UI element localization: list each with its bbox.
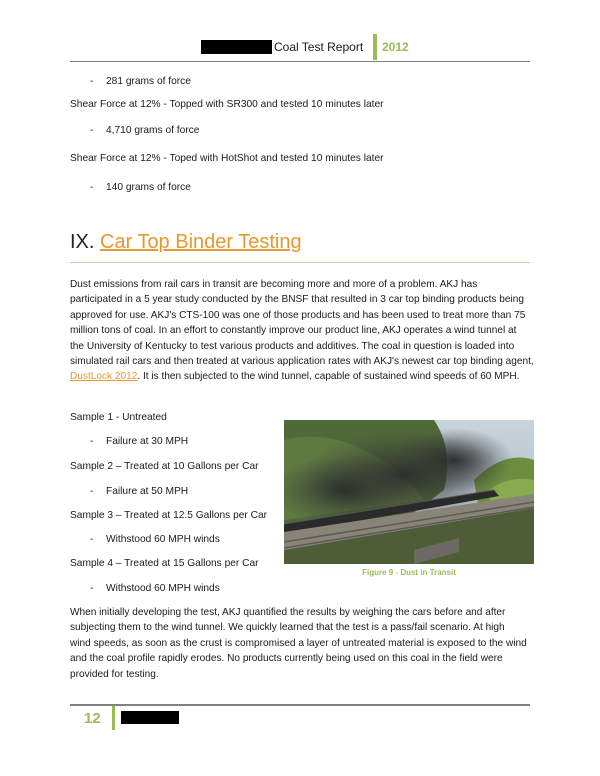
text-line: approved for use. AKJ's CTS-100 was one of those products and has been used to treat more than 75 [70,309,526,321]
text-line: Dust emissions from rail cars in transit are becoming more and more of a problem. AKJ has [70,279,478,290]
section-rule [70,262,530,263]
bullet-marker: - [90,436,94,447]
text-line: subjecting them to the wind tunnel. We quickly learned that the test is a pass/fail scenario. At high [70,622,505,634]
report-title: Coal Test Report [274,40,364,54]
section-numeral: IX. [70,231,95,253]
report-year: 2012 [382,40,409,54]
page-header [70,38,530,58]
text-line: million tons of coal. In an effort to constantly improve our product line, AKJ operates a wind tunnel at [70,325,517,337]
bullet-marker: - [90,534,94,545]
bullet-marker: - [90,76,94,87]
section-title-link[interactable]: Car Top Binder Testing [100,231,302,253]
train-dust-photo [284,420,534,564]
text-line [70,369,532,384]
list-item: 281 grams of force [106,76,191,87]
list-item: 4,710 grams of force [106,125,200,136]
sample-result: Failure at 50 MPH [106,486,189,497]
text-line: When initially developing the test, AKJ quantified the results by weighing the cars before and after [70,607,506,618]
text-line: provided for testing. [70,668,159,680]
result-heading: Shear Force at 12% - Topped with SR300 and tested 10 minutes later [70,99,384,110]
result-heading: Shear Force at 12% - Toped with HotShot and tested 10 minutes later [70,153,384,164]
sample-label: Sample 2 – Treated at 10 Gallons per Car [70,461,259,472]
sample-result: Withstood 60 MPH winds [106,583,220,594]
figure-caption: Figure 9 - Dust in Transit [362,568,456,577]
text-line: the University of Kentucky to test various products and additives. The coal in question is loaded into [70,340,515,352]
intro-paragraph [70,277,532,385]
bullet-marker: - [90,182,94,193]
text-line: simulated rail cars and then treated at various application rates with AKJ's newest car top binding agent, [70,356,534,368]
bullet-marker: - [90,583,94,594]
bullet-marker: - [90,486,94,497]
sample-label: Sample 1 - Untreated [70,412,167,423]
sample-label: Sample 3 – Treated at 12.5 Gallons per Car [70,510,268,521]
list-item: 140 grams of force [106,182,191,193]
redaction-bar [121,711,179,724]
text-line: participated in a 5 year study conducted by the BNSF that resulted in 3 car top binding products being [70,294,524,306]
sample-label: Sample 4 – Treated at 15 Gallons per Car [70,558,259,569]
redaction-bar [201,40,272,54]
bullet-marker: - [90,125,94,136]
conclusion-paragraph [70,605,532,682]
text-line: wind speeds, as soon as the crust is compromised a layer of untreated material is exposed to the wind [70,637,527,649]
page-number: 12 [84,710,101,727]
footer-rule [70,704,530,706]
header-rule [70,61,530,62]
dustlock-link[interactable]: DustLock 2012 [70,371,138,383]
sample-result: Failure at 30 MPH [106,436,189,447]
sample-result: Withstood 60 MPH winds [106,534,220,545]
text-line: and the coal profile rapidly erodes. No products currently being used on this coal in the field were [70,653,503,665]
footer-separator [112,706,115,730]
section-heading [70,231,302,254]
header-separator [373,34,377,60]
text-fragment: . It is then subjected to the wind tunnel, capable of sustained wind speeds of 60 MPH. [137,371,520,383]
